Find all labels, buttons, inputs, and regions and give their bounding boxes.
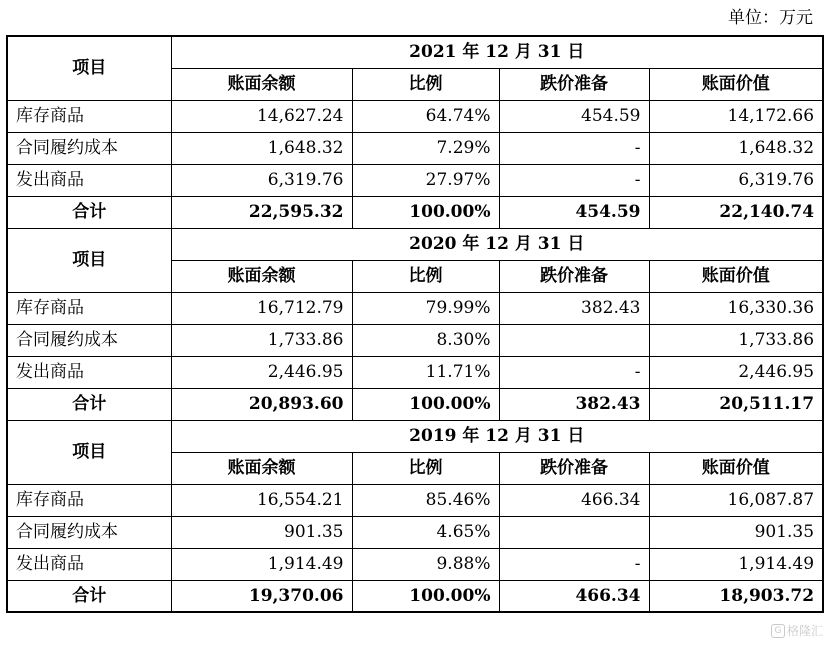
book-value-cell: 1,733.86 (649, 324, 823, 356)
ratio-cell: 8.30% (352, 324, 499, 356)
section-header-row (7, 420, 823, 452)
impairment-cell: 382.43 (499, 292, 649, 324)
book-balance-header: 账面余额 (171, 68, 352, 100)
book-value-cell: 16,330.36 (649, 292, 823, 324)
impairment-cell (499, 516, 649, 548)
table-row (7, 484, 823, 516)
impairment-header: 跌价准备 (499, 452, 649, 484)
book-value-header: 账面价值 (649, 452, 823, 484)
item-cell: 库存商品 (7, 292, 171, 324)
section-date: 2019 年 12 月 31 日 (171, 420, 823, 452)
table-row (7, 292, 823, 324)
total-book-balance: 19,370.06 (171, 580, 352, 612)
book-balance-cell: 1,733.86 (171, 324, 352, 356)
book-balance-cell: 16,554.21 (171, 484, 352, 516)
table-row (7, 324, 823, 356)
total-book-value: 22,140.74 (649, 196, 823, 228)
book-balance-cell: 14,627.24 (171, 100, 352, 132)
table-row (7, 356, 823, 388)
item-cell: 发出商品 (7, 548, 171, 580)
ratio-cell: 9.88% (352, 548, 499, 580)
watermark-text: 格隆汇 (786, 624, 823, 638)
impairment-header: 跌价准备 (499, 68, 649, 100)
ratio-cell: 64.74% (352, 100, 499, 132)
impairment-cell: 466.34 (499, 484, 649, 516)
book-value-cell: 901.35 (649, 516, 823, 548)
item-cell: 发出商品 (7, 356, 171, 388)
impairment-cell: - (499, 132, 649, 164)
ratio-cell: 27.97% (352, 164, 499, 196)
book-balance-cell: 1,648.32 (171, 132, 352, 164)
total-ratio: 100.00% (352, 196, 499, 228)
item-cell: 合同履约成本 (7, 516, 171, 548)
total-impairment: 454.59 (499, 196, 649, 228)
book-value-cell: 16,087.87 (649, 484, 823, 516)
item-cell: 合同履约成本 (7, 324, 171, 356)
book-value-header: 账面价值 (649, 68, 823, 100)
total-impairment: 382.43 (499, 388, 649, 420)
impairment-cell: 454.59 (499, 100, 649, 132)
total-book-balance: 22,595.32 (171, 196, 352, 228)
book-balance-cell: 16,712.79 (171, 292, 352, 324)
total-row (7, 196, 823, 228)
item-header: 项目 (7, 228, 171, 292)
total-book-balance: 20,893.60 (171, 388, 352, 420)
section-date: 2021 年 12 月 31 日 (171, 36, 823, 68)
watermark (771, 622, 823, 639)
total-book-value: 20,511.17 (649, 388, 823, 420)
item-cell: 库存商品 (7, 100, 171, 132)
book-value-cell: 1,914.49 (649, 548, 823, 580)
ratio-cell: 11.71% (352, 356, 499, 388)
ratio-header: 比例 (352, 452, 499, 484)
ratio-cell: 7.29% (352, 132, 499, 164)
table-row (7, 516, 823, 548)
total-label: 合计 (7, 388, 171, 420)
total-book-value: 18,903.72 (649, 580, 823, 612)
total-row (7, 580, 823, 612)
ratio-cell: 85.46% (352, 484, 499, 516)
impairment-cell: - (499, 356, 649, 388)
book-value-header: 账面价值 (649, 260, 823, 292)
book-balance-cell: 901.35 (171, 516, 352, 548)
ratio-cell: 79.99% (352, 292, 499, 324)
total-ratio: 100.00% (352, 388, 499, 420)
book-value-cell: 2,446.95 (649, 356, 823, 388)
table-row (7, 100, 823, 132)
total-row (7, 388, 823, 420)
section-header-row (7, 36, 823, 68)
total-label: 合计 (7, 196, 171, 228)
item-header: 项目 (7, 420, 171, 484)
gelonghui-logo-icon: G (771, 624, 785, 638)
table-row (7, 132, 823, 164)
ratio-cell: 4.65% (352, 516, 499, 548)
impairment-cell: - (499, 548, 649, 580)
book-value-cell: 6,319.76 (649, 164, 823, 196)
item-cell: 合同履约成本 (7, 132, 171, 164)
impairment-cell (499, 324, 649, 356)
book-balance-cell: 2,446.95 (171, 356, 352, 388)
total-ratio: 100.00% (352, 580, 499, 612)
total-impairment: 466.34 (499, 580, 649, 612)
book-value-cell: 1,648.32 (649, 132, 823, 164)
ratio-header: 比例 (352, 68, 499, 100)
section-date: 2020 年 12 月 31 日 (171, 228, 823, 260)
inventory-table (6, 35, 824, 613)
item-cell: 发出商品 (7, 164, 171, 196)
ratio-header: 比例 (352, 260, 499, 292)
table-row (7, 548, 823, 580)
book-value-cell: 14,172.66 (649, 100, 823, 132)
table-row (7, 164, 823, 196)
item-header: 项目 (7, 36, 171, 100)
section-header-row (7, 228, 823, 260)
book-balance-header: 账面余额 (171, 452, 352, 484)
impairment-header: 跌价准备 (499, 260, 649, 292)
item-cell: 库存商品 (7, 484, 171, 516)
unit-label: 单位：万元 (728, 8, 813, 28)
impairment-cell: - (499, 164, 649, 196)
book-balance-cell: 1,914.49 (171, 548, 352, 580)
total-label: 合计 (7, 580, 171, 612)
book-balance-header: 账面余额 (171, 260, 352, 292)
book-balance-cell: 6,319.76 (171, 164, 352, 196)
